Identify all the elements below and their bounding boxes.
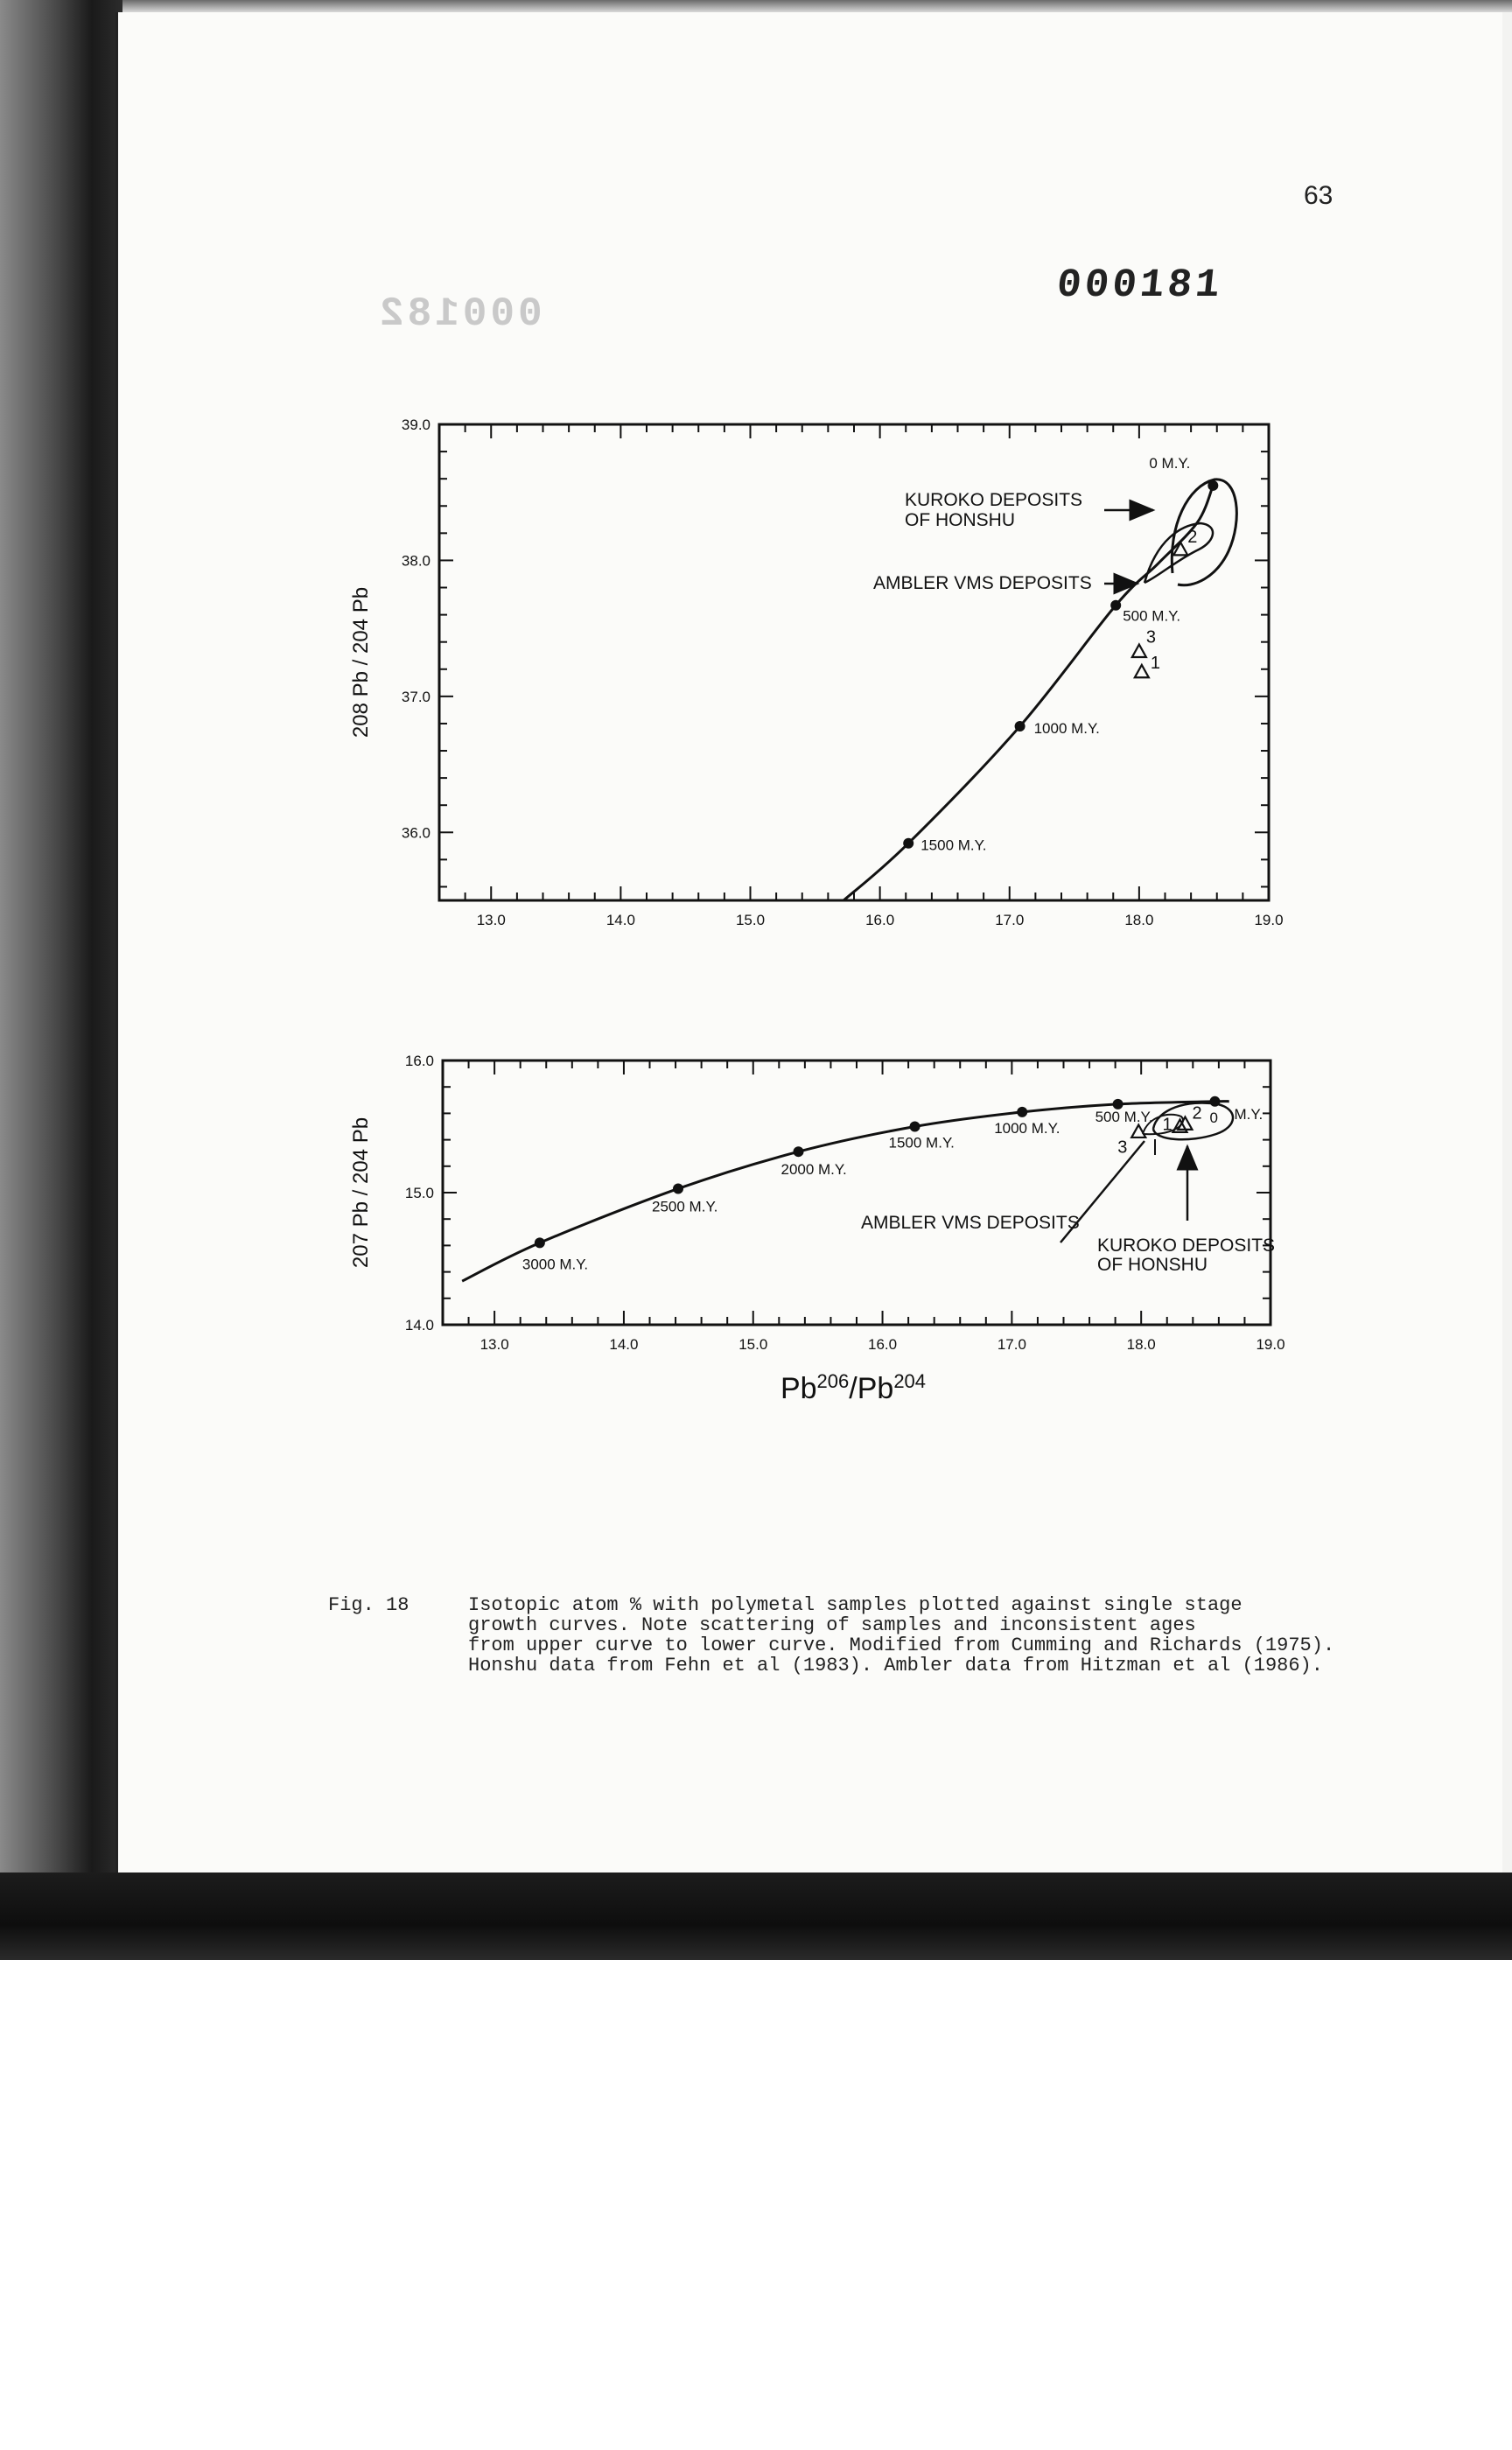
x-tick-label: 18.0 <box>1124 912 1154 928</box>
age-marker-point <box>1015 721 1026 732</box>
x-tick-label: 17.0 <box>995 912 1025 928</box>
ambler-field-outline <box>1144 523 1213 583</box>
y-tick-label: 14.0 <box>404 1317 434 1334</box>
x-tick-label: 18.0 <box>1126 1336 1156 1353</box>
age-marker-label: 500 M.Y. <box>1095 1108 1153 1125</box>
growth-curve <box>844 486 1213 900</box>
age-marker-label: 1500 M.Y. <box>920 836 987 854</box>
x-tick-label: 15.0 <box>735 912 766 928</box>
y-tick-label: 36.0 <box>401 824 430 842</box>
sample-label: 2 <box>1192 1103 1202 1124</box>
y-axis-title: 207 Pb / 204 Pb <box>349 1116 373 1269</box>
x-axis-title: Pb$^{206}$/Pb$^{204}$ <box>780 1370 927 1405</box>
chart-208-vs-206 <box>349 416 1284 928</box>
age-marker-label: 0 <box>1209 1109 1218 1126</box>
y-axis-title: 208 Pb / 204 Pb <box>349 586 373 738</box>
x-tick-label: 15.0 <box>738 1336 768 1353</box>
figure-number: Fig. 18 <box>328 1594 410 1616</box>
sample-label: 2 <box>1187 527 1198 547</box>
x-tick-label: 17.0 <box>997 1336 1026 1353</box>
sample-label: 3 <box>1117 1138 1128 1158</box>
caption-line: growth curves. Note scattering of samples and inconsistent ages <box>468 1614 1196 1636</box>
x-tick-label: 19.0 <box>1256 1336 1285 1353</box>
age-marker-label: 1000 M.Y. <box>1033 720 1100 738</box>
plot-frame <box>443 1060 1270 1325</box>
kuroko-label-line-1: KUROKO DEPOSITS <box>1097 1236 1276 1256</box>
age-marker-label: 0 M.Y. <box>1149 454 1191 472</box>
kuroko-label-line-2: OF HONSHU <box>905 510 1015 530</box>
y-tick-label: 37.0 <box>401 688 430 705</box>
y-tick-label: 39.0 <box>401 416 430 433</box>
x-tick-label: 16.0 <box>868 1336 898 1353</box>
sample-triangle <box>1135 665 1149 677</box>
age-marker-point <box>793 1146 803 1157</box>
age-marker-point <box>903 838 914 849</box>
kuroko-label-line-1: KUROKO DEPOSITS <box>905 490 1083 510</box>
sample-label: 1 <box>1150 653 1160 673</box>
sample-label: 3 <box>1145 627 1156 648</box>
y-tick-label: 38.0 <box>401 552 430 570</box>
page-stamp-bleed-through: 000182 <box>376 291 542 337</box>
y-tick-label: 16.0 <box>404 1053 434 1069</box>
sample-triangle <box>1173 542 1187 555</box>
x-tick-label: 19.0 <box>1254 912 1284 928</box>
age-marker-point <box>910 1122 920 1132</box>
page-stamp: 000181 <box>1054 262 1226 308</box>
age-marker-label: 500 M.Y. <box>1123 607 1181 625</box>
chart-207-vs-206 <box>349 1053 1285 1405</box>
kuroko-field-outline <box>1172 480 1236 585</box>
x-tick-label: 14.0 <box>609 1336 639 1353</box>
y-tick-label: 15.0 <box>404 1185 434 1201</box>
page-number: 63 <box>1304 181 1334 210</box>
caption-line: from upper curve to lower curve. Modified from Cumming and Richards (1975). <box>468 1634 1335 1656</box>
caption-line: Isotopic atom % with polymetal samples plotted against single stage <box>468 1594 1242 1616</box>
caption-line: Honshu data from Fehn et al (1983). Ambler data from Hitzman et al (1986). <box>468 1655 1323 1676</box>
age-marker-point <box>1017 1107 1027 1117</box>
age-marker-label: M.Y. <box>1234 1105 1264 1123</box>
kuroko-label-line-2: OF HONSHU <box>1097 1255 1208 1275</box>
age-marker-label: 3000 M.Y. <box>522 1256 589 1273</box>
age-marker-point <box>535 1237 545 1248</box>
x-tick-label: 16.0 <box>865 912 895 928</box>
x-tick-label: 13.0 <box>480 1336 509 1353</box>
age-marker-label: 1000 M.Y. <box>994 1119 1060 1137</box>
x-tick-label: 14.0 <box>606 912 635 928</box>
age-marker-point <box>1110 600 1121 611</box>
ambler-label: AMBLER VMS DEPOSITS <box>861 1213 1080 1233</box>
sample-triangle <box>1132 645 1146 657</box>
age-marker-point <box>673 1183 683 1194</box>
ambler-label: AMBLER VMS DEPOSITS <box>873 573 1092 593</box>
plot-frame <box>439 424 1269 900</box>
age-marker-label: 2000 M.Y. <box>780 1161 847 1179</box>
age-marker-label: 2500 M.Y. <box>652 1198 718 1215</box>
age-marker-label: 1500 M.Y. <box>888 1134 955 1152</box>
sample-label: 1 <box>1162 1115 1172 1135</box>
x-tick-label: 13.0 <box>476 912 506 928</box>
figure-caption-text <box>468 1595 1466 1676</box>
